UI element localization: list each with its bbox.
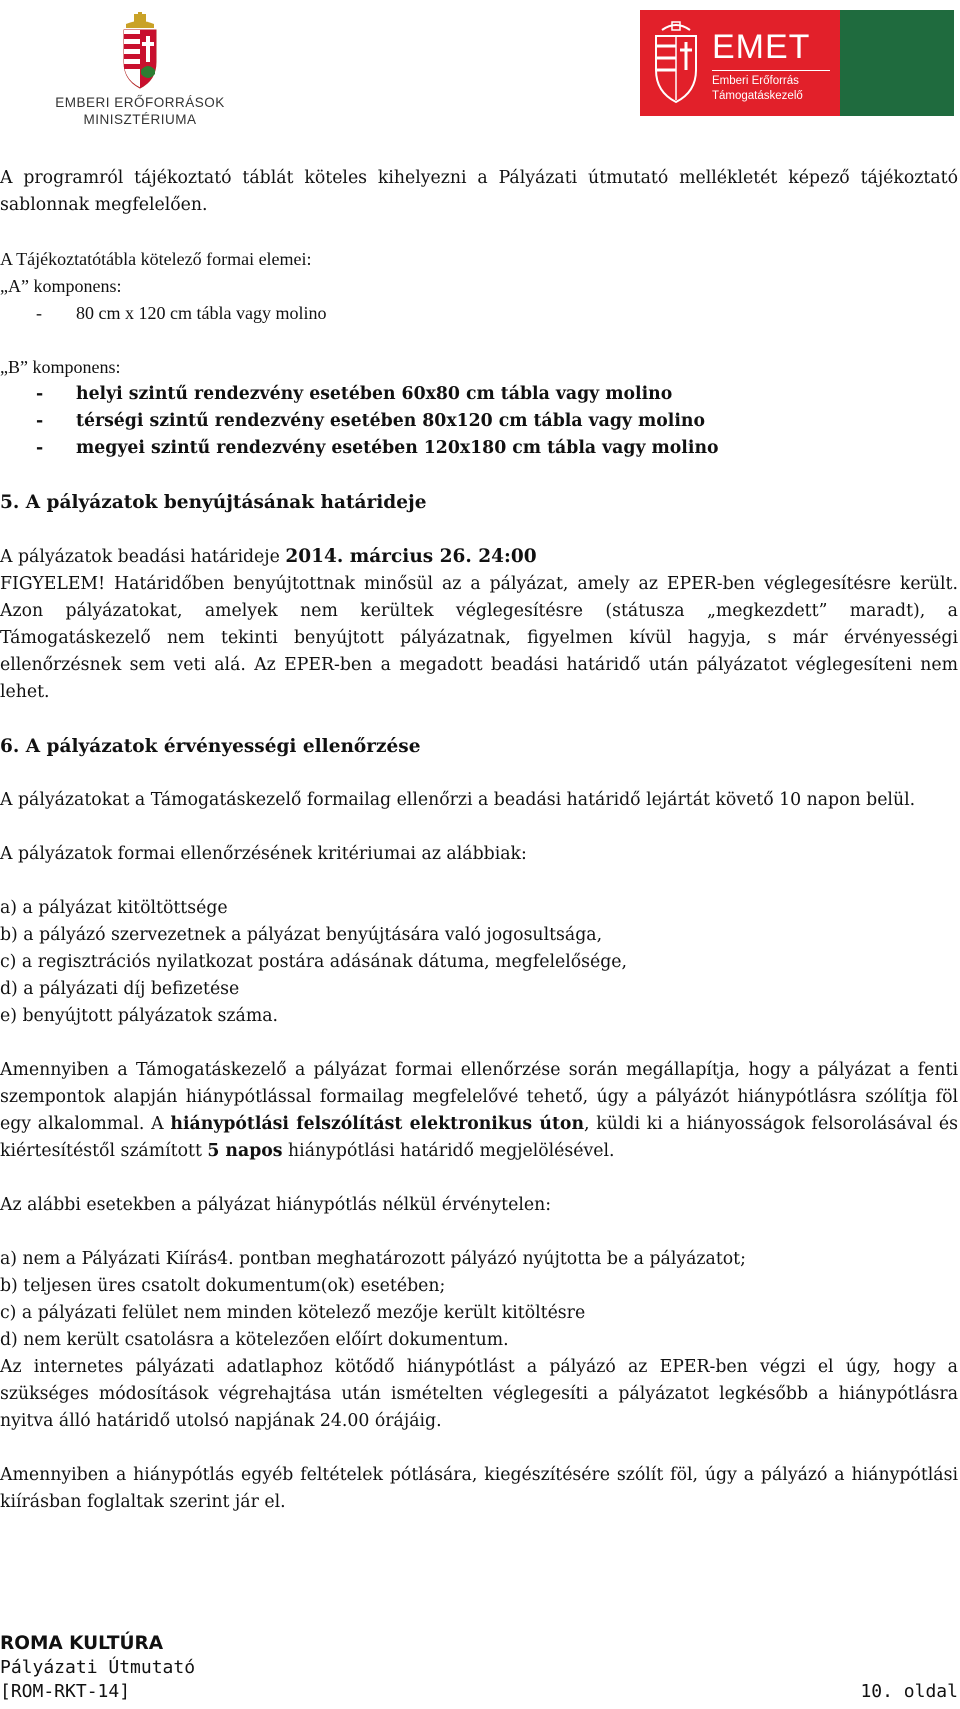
footer-subtitle: Pályázati Útmutató (0, 1657, 196, 1678)
section-5-heading: 5. A pályázatok benyújtásának határideje (0, 492, 427, 513)
invalid-item: c) a pályázati felület nem minden kötelező mezője került kitöltésre (0, 1303, 586, 1323)
page-number: 10. oldal (860, 1681, 958, 1702)
emet-subtitle-line2: Támogatáskezelő (712, 90, 803, 102)
footer-title: ROMA KULTÚRA (0, 1633, 164, 1654)
component-b-heading: „B” komponens: (0, 357, 121, 377)
deadline-value: 2014. március 26. 24:00 (285, 546, 537, 567)
emet-subtitle-line1: Emberi Erőforrás (712, 75, 799, 87)
paragraph-figyelem: FIGYELEM! Határidőben benyújtottnak minősül az a pályázat, amely az EPER-ben véglegesítésre került. Azon pályázatokat, amelyek nem kerültek véglegesítésre (státusza „megkezdett” maradt), a Támogatáskezelő nem tekinti benyújtott pályázatnak, figyelmen kívül hagyja, s már érvényességi ellenőrzésnek sem veti alá. Az EPER-ben a megadott beadási határidő után pályázatot véglegesíteni nem lehet. (0, 574, 958, 702)
emet-logo-red-panel (640, 10, 840, 116)
ministry-logo (50, 12, 230, 132)
paragraph-info-board: A programról tájékoztató táblát köteles kihelyezni a Pályázati útmutató mellékletét képező tájékoztató sablonnak megfelelően. (0, 168, 958, 215)
deadline-line (0, 543, 958, 571)
component-b-item: - helyi szintű rendezvény esetében 60x80 cm tábla vagy molino (36, 384, 673, 404)
invalid-item: b) teljesen üres csatolt dokumentum(ok) esetében; (0, 1276, 446, 1296)
page-footer (0, 1632, 958, 1704)
invalid-item: d) nem került csatolásra a kötelezően előírt dokumentum. (0, 1330, 509, 1350)
paragraph-other-conditions: Amennyiben a hiánypótlás egyéb feltételek pótlására, kiegészítésére szólít föl, úgy a pályázó a hiánypótlási kiírásban foglaltak szerint jár el. (0, 1465, 958, 1512)
component-a-heading: „A” komponens: (0, 276, 122, 296)
emet-logo (640, 10, 954, 116)
hungarian-coat-of-arms-icon (118, 12, 162, 90)
emet-title: EMET (712, 28, 811, 66)
component-a-item: - 80 cm x 120 cm tábla vagy molino (36, 303, 327, 323)
component-b-item: - térségi szintű rendezvény esetében 80x120 cm tábla vagy molino (36, 411, 705, 431)
paragraph-invalid-intro: Az alábbi esetekben a pályázat hiánypótlás nélkül érvénytelen: (0, 1195, 552, 1215)
section-6-heading: 6. A pályázatok érvényességi ellenőrzése (0, 736, 421, 757)
document-body (0, 165, 958, 1516)
paragraph-board-elements: A Tájékoztatótábla kötelező formai elemei: (0, 249, 312, 269)
component-b-item: - megyei szintű rendezvény esetében 120x180 cm tábla vagy molino (36, 438, 719, 458)
criteria-item: c) a regisztrációs nyilatkozat postára adásának dátuma, megfelelősége, (0, 952, 628, 972)
criteria-item: e) benyújtott pályázatok száma. (0, 1006, 279, 1026)
paragraph-internet-form: Az internetes pályázati adatlaphoz kötődő hiánypótlást a pályázó az EPER-ben végzi el úgy, hogy a szükséges módosítások végrehajtása után ismételten véglegesíti a pályázatot legkésőbb a hiánypótlásra nyitva álló határidő utolsó napjának 24.00 órájáig. (0, 1357, 958, 1431)
emet-logo-green-panel (840, 10, 954, 116)
deadline-label: A pályázatok beadási határideje (0, 547, 286, 567)
footer-code: [ROM-RKT-14] (0, 1681, 131, 1702)
ministry-name-line2: MINISZTÉRIUMA (83, 112, 197, 127)
deficiency-bold-electronic: hiánypótlási felszólítást elektronikus úton (170, 1114, 585, 1134)
emet-divider (712, 70, 830, 71)
criteria-item: a) a pályázat kitöltöttsége (0, 898, 228, 918)
ministry-name-line1: EMBERI ERŐFORRÁSOK (55, 95, 225, 110)
deficiency-bold-days: 5 napos (207, 1141, 283, 1161)
paragraph-validity-check: A pályázatokat a Támogatáskezelő formailag ellenőrzi a beadási határidő lejártát követő 10 napon belül. (0, 790, 916, 810)
invalid-item: a) nem a Pályázati Kiírás4. pontban meghatározott pályázó nyújtotta be a pályázatot; (0, 1249, 746, 1269)
paragraph-criteria-intro: A pályázatok formai ellenőrzésének kritériumai az alábbiak: (0, 844, 527, 864)
criteria-item: b) a pályázó szervezetnek a pályázat benyújtására való jogosultsága, (0, 925, 603, 945)
paragraph-deficiency: Amennyiben a Támogatáskezelő a pályázat formai ellenőrzése során megállapítja, hogy a pályázat a fenti szempontok alapján hiánypótlással formailag megfelelővé tehető, úgy a pályázót hiánypótlásra szólítja föl egy alkalommal. A hiánypótlási felszólítást elektronikus úton, küldi ki a hiányosságok felsorolásával és kiértesítéstől számított 5 napos hiánypótlási határidő megjelölésével. (0, 1060, 958, 1161)
criteria-item: d) a pályázati díj befizetése (0, 979, 240, 999)
emet-crest-icon (648, 20, 704, 106)
